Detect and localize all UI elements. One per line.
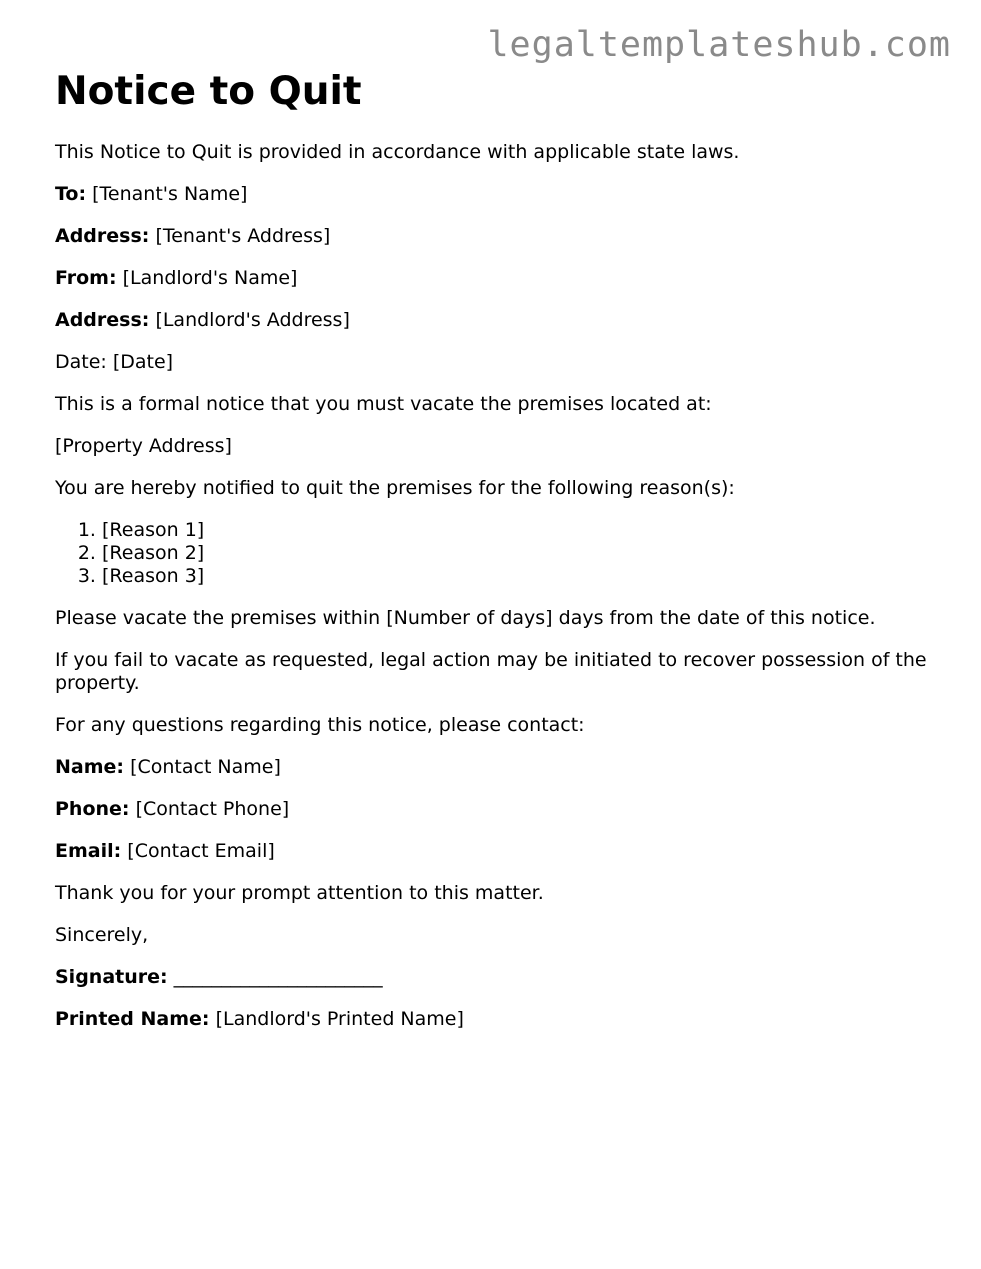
landlord-address-value: [Landlord's Address] [155,308,350,331]
legal-action-paragraph: If you fail to vacate as requested, legal action may be initiated to recover possession of the property. [55,648,927,694]
watermark-logo-text: legaltemplateshub.com [487,25,951,65]
document-title: Notice to Quit [55,69,362,114]
contact-phone-label: Phone: [55,797,130,820]
reasons-intro: You are hereby notified to quit the premises for the following reason(s): [55,476,735,499]
document-page [55,70,935,1050]
contact-name-value: [Contact Name] [130,755,281,778]
tenant-address-label: Address: [55,224,150,247]
closing-line: Sincerely, [55,923,149,946]
signature-line [55,966,935,989]
contact-email-value: [Contact Email] [127,839,275,862]
landlord-address-label: Address: [55,308,150,331]
landlord-address-line [55,309,935,332]
reasons-list [55,519,935,588]
date-line: Date: [Date] [55,350,174,373]
contact-phone-line [55,798,935,821]
thanks-paragraph: Thank you for your prompt attention to this matter. [55,881,544,904]
property-address: [Property Address] [55,434,232,457]
intro-paragraph: This Notice to Quit is provided in accordance with applicable state laws. [55,140,740,163]
from-line [55,267,935,290]
contact-name-line [55,756,935,779]
from-value: [Landlord's Name] [122,266,298,289]
printed-name-line [55,1008,935,1031]
list-item: 2. [Reason 2] [102,542,935,565]
contact-phone-value: [Contact Phone] [135,797,290,820]
printed-name-label: Printed Name: [55,1007,210,1030]
contact-email-label: Email: [55,839,122,862]
tenant-address-value: [Tenant's Address] [155,224,331,247]
from-label: From: [55,266,117,289]
list-item: 3. [Reason 3] [102,565,935,588]
formal-notice-paragraph: This is a formal notice that you must vacate the premises located at: [55,392,712,415]
to-label: To: [55,182,87,205]
to-line [55,183,935,206]
signature-label: Signature: [55,965,168,988]
printed-name-value: [Landlord's Printed Name] [215,1007,464,1030]
to-value: [Tenant's Name] [92,182,248,205]
contact-email-line [55,840,935,863]
questions-paragraph: For any questions regarding this notice, please contact: [55,713,585,736]
list-item: 1. [Reason 1] [102,519,935,542]
tenant-address-line [55,225,935,248]
signature-blank: ______________________ [173,965,383,988]
vacate-paragraph: Please vacate the premises within [Number of days] days from the date of this notice. [55,606,876,629]
contact-name-label: Name: [55,755,125,778]
